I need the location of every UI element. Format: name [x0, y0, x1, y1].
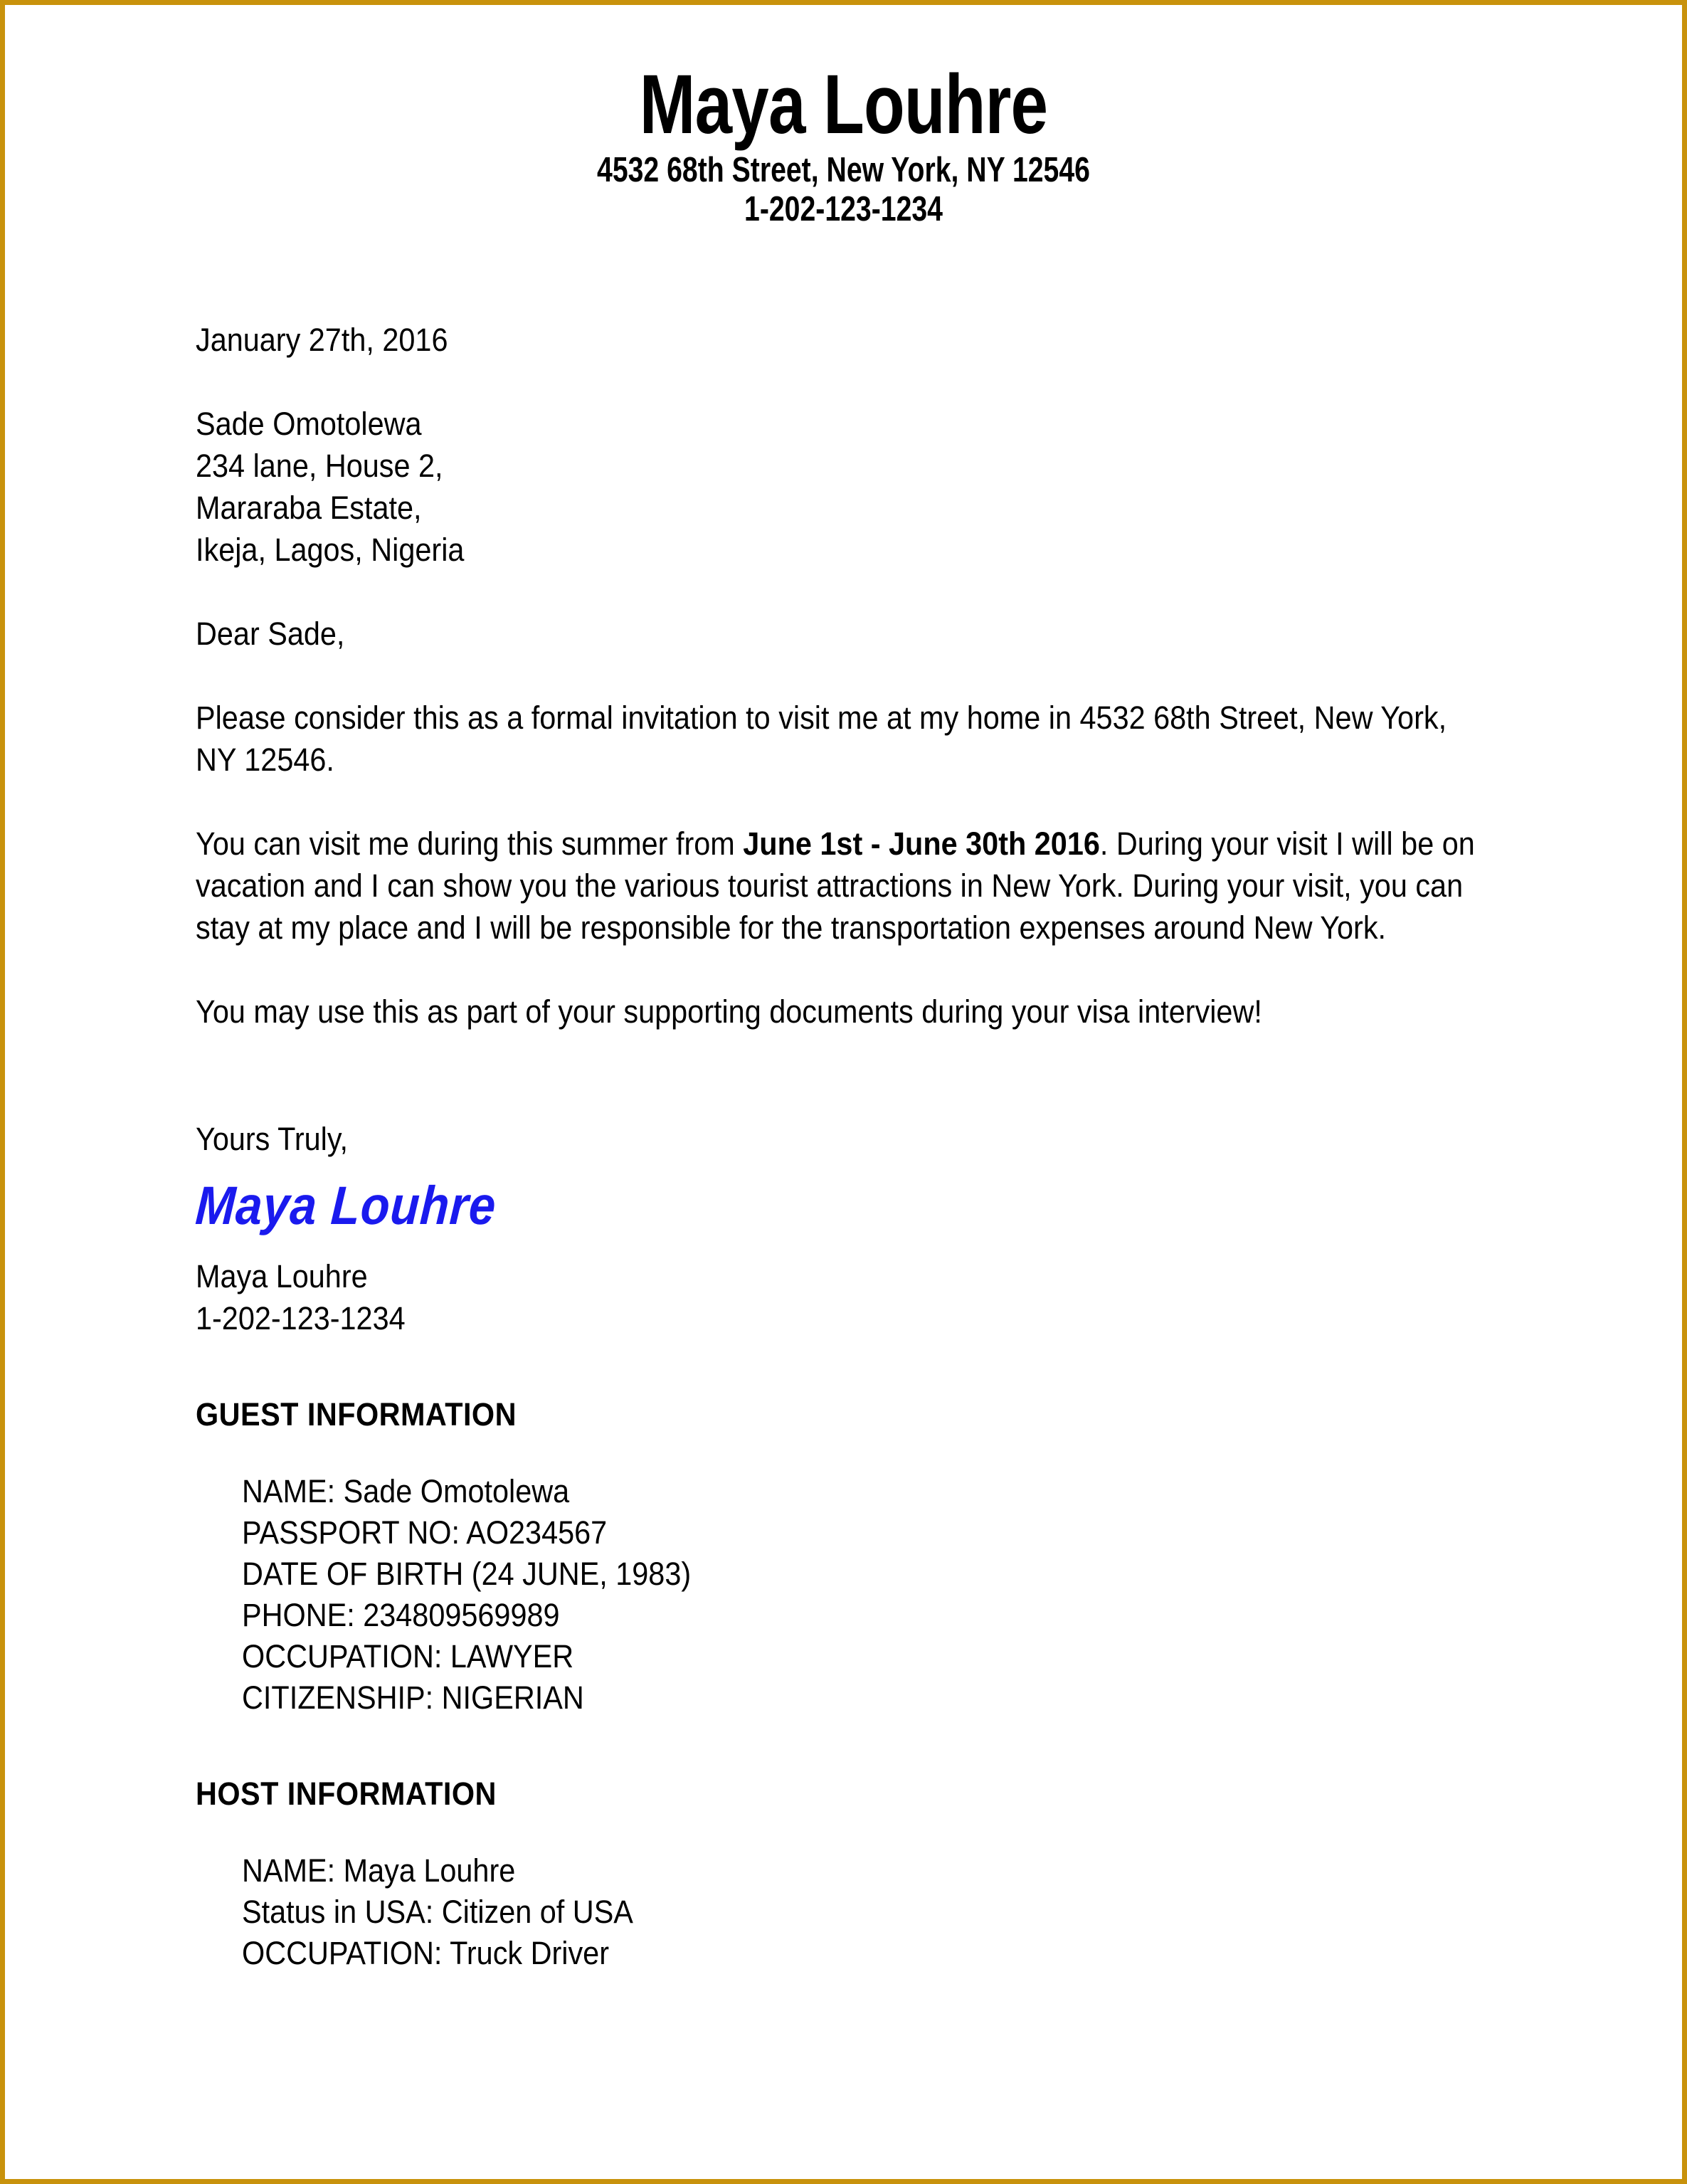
paragraph-visit-after: . During your visit I will be on vacation and I can show you the various tourist attractions in New York. During your visit, you can stay at my place and I will be responsible for the transportation expenses around New York.: [196, 825, 1475, 946]
letterhead: [0, 58, 1687, 229]
letter-body: [196, 319, 1480, 1974]
spacer: [196, 571, 1480, 613]
spacer: [196, 1719, 1480, 1773]
spacer: [196, 949, 1480, 991]
sender-phone: 1-202-123-1234: [196, 1300, 406, 1336]
recipient-line2: Mararaba Estate,: [196, 490, 422, 526]
spacer: [196, 1160, 1480, 1176]
host-information-heading: HOST INFORMATION: [196, 1776, 497, 1812]
letterhead-address: 4532 68th Street, New York, NY 12546: [597, 151, 1090, 189]
spacer: [196, 1237, 1480, 1255]
paragraph-visit-before: You can visit me during this summer from: [196, 825, 744, 862]
recipient-line1: 234 lane, House 2,: [196, 448, 443, 484]
guest-information-list: [196, 1471, 1480, 1719]
spacer: [196, 1815, 1480, 1850]
list-item: CITIZENSHIP: NIGERIAN: [242, 1679, 584, 1716]
list-item: OCCUPATION: LAWYER: [242, 1638, 574, 1674]
list-item: PASSPORT NO: AO234567: [242, 1514, 608, 1551]
visit-date-range: June 1st - June 30th 2016: [743, 825, 1100, 862]
guest-information-heading: GUEST INFORMATION: [196, 1396, 517, 1433]
spacer: [196, 1339, 1480, 1393]
spacer: [196, 361, 1480, 403]
list-item: NAME: Maya Louhre: [242, 1852, 516, 1889]
salutation: Dear Sade,: [196, 616, 345, 652]
signature: Maya Louhre: [194, 1176, 498, 1236]
spacer: [196, 781, 1480, 823]
letterhead-phone: 1-202-123-1234: [744, 189, 943, 228]
sender-name: Maya Louhre: [196, 1258, 368, 1294]
host-information-list: [196, 1850, 1480, 1974]
letter-date: January 27th, 2016: [196, 322, 448, 358]
list-item: Status in USA: Citizen of USA: [242, 1894, 633, 1930]
spacer: [196, 1033, 1480, 1118]
list-item: DATE OF BIRTH (24 JUNE, 1983): [242, 1556, 692, 1592]
recipient-name: Sade Omotolewa: [196, 406, 422, 442]
spacer: [196, 1435, 1480, 1471]
list-item: PHONE: 234809569989: [242, 1597, 560, 1633]
list-item: NAME: Sade Omotolewa: [242, 1473, 570, 1509]
list-item: OCCUPATION: Truck Driver: [242, 1935, 609, 1971]
paragraph-visit-details: [196, 823, 1480, 949]
recipient-line3: Ikeja, Lagos, Nigeria: [196, 532, 465, 568]
paragraph-visa-note: You may use this as part of your supporting documents during your visa interview!: [196, 993, 1262, 1030]
letterhead-name: Maya Louhre: [639, 58, 1048, 152]
closing-line: Yours Truly,: [196, 1121, 349, 1157]
paragraph-invitation: Please consider this as a formal invitation to visit me at my home in 4532 68th Street, New York, NY 12546.: [196, 700, 1447, 778]
spacer: [196, 655, 1480, 697]
